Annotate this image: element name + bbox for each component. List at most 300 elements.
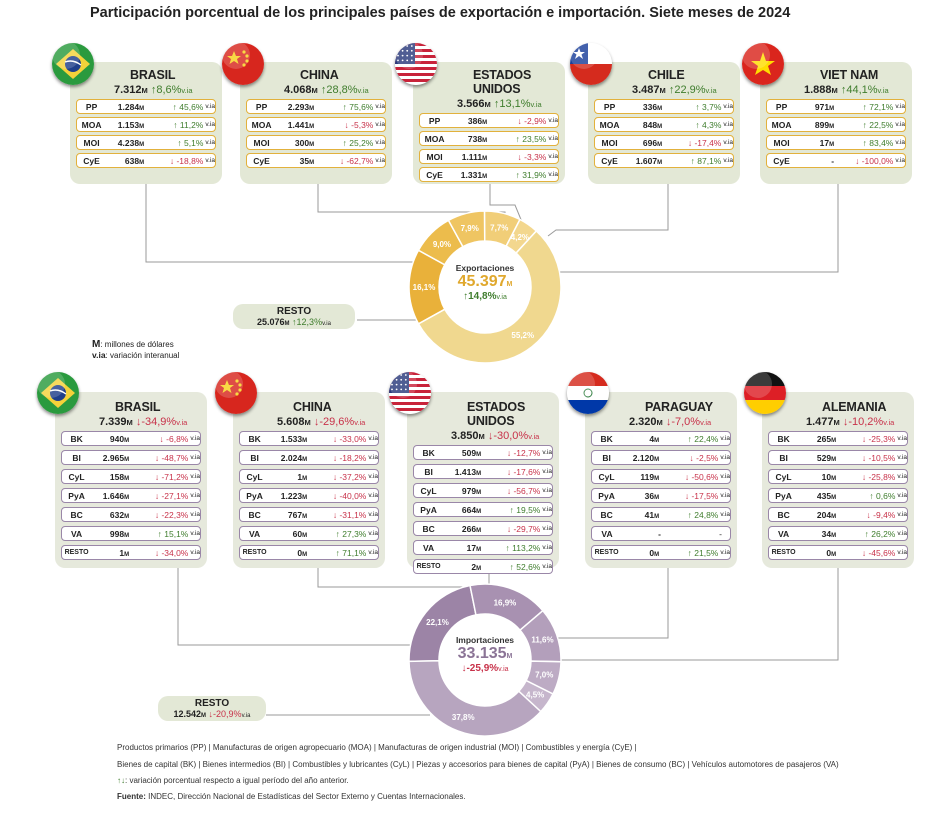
total-value: 7.312 — [114, 84, 142, 96]
row-label: CyE — [601, 155, 618, 166]
row-pct: -34,0% — [161, 547, 189, 558]
footer-line-1: Productos primarios (PP) | Manufacturas de origen agropecuario (MOA) | Manufacturas de origen industrial (MOI) | Combustibles y energía (CyE) | — [117, 743, 637, 752]
row-pct: -3,3% — [524, 151, 547, 162]
up-arrow-icon: ↑ — [862, 101, 870, 112]
down-arrow-icon: ↓ — [517, 151, 525, 162]
row-value: - — [658, 528, 661, 539]
total-pct: -34,9% — [141, 416, 177, 428]
table-row: BC 632M ↓ -22,3% v.ia — [61, 507, 201, 522]
down-arrow-icon: ↓ — [861, 452, 869, 463]
row-pct: 5,1% — [184, 137, 204, 148]
country-name: CHINA — [300, 68, 339, 82]
up-arrow-icon: ↑ — [840, 84, 847, 96]
table-row: CyE - ↓ -100,0% v.ia — [766, 153, 906, 168]
row-value: 2.120 — [632, 452, 655, 463]
row-label: BI — [250, 452, 259, 463]
row-value: 1.607 — [635, 155, 658, 166]
up-arrow-icon: ↑ — [335, 547, 343, 558]
row-value: 1.331 — [460, 169, 483, 180]
down-arrow-icon: ↓ — [332, 433, 340, 444]
up-arrow-icon: ↑ — [292, 317, 297, 327]
row-label: MOA — [424, 133, 445, 144]
up-arrow-icon: ↑ — [509, 504, 517, 515]
exports-center-pct: 14,8% — [468, 291, 497, 302]
table-row: MOA 848M ↑ 4,3% v.ia — [594, 117, 734, 132]
table-row: BI 2.965M ↓ -48,7% v.ia — [61, 450, 201, 465]
row-pct: -17,4% — [694, 137, 722, 148]
table-row: CyE 35M ↓ -62,7% v.ia — [246, 153, 386, 168]
table-row: CyL 119M ↓ -50,6% v.ia — [591, 469, 731, 484]
page-title: Participación porcentual de los principales países de exportación e importación. Siete meses de 2024 — [90, 5, 791, 21]
country-name: ESTADOS UNIDOS — [473, 68, 532, 96]
row-value: 664 — [461, 504, 477, 515]
row-label: CyL — [68, 471, 85, 482]
row-value: 529 — [816, 452, 832, 463]
total-pct: 22,9% — [674, 84, 706, 96]
table-row: MOA 738M ↑ 23,5% v.ia — [419, 131, 559, 146]
down-arrow-icon: ↓ — [332, 509, 340, 520]
export-resto-pct: 12,3% — [296, 317, 323, 327]
row-label: BC — [422, 523, 435, 534]
units-legend: M: millones de dólares v.ia: variación interanual — [92, 339, 180, 360]
table-row: CyL 158M ↓ -71,2% v.ia — [61, 469, 201, 484]
china-flag-icon — [222, 43, 264, 85]
table-row: CyL 10M ↓ -25,8% v.ia — [768, 469, 908, 484]
row-pct: -27,1% — [161, 490, 189, 501]
table-row: PP 971M ↑ 72,1% v.ia — [766, 99, 906, 114]
brazil-flag-icon — [37, 372, 79, 414]
table-row: BK 265M ↓ -25,3% v.ia — [768, 431, 908, 446]
up-arrow-icon: ↑ — [335, 528, 343, 539]
export-resto-value: 25.076 — [257, 317, 285, 327]
row-label: PyA — [68, 490, 85, 501]
row-label: BC — [248, 509, 261, 520]
import-card-estados-unidos — [407, 392, 559, 572]
row-pct: 22,4% — [694, 433, 719, 444]
row-value: 158 — [109, 471, 125, 482]
row-pct: 52,6% — [516, 561, 541, 572]
row-label: PP — [603, 101, 616, 112]
export-resto-box: RESTO 25.076M ↑12,3%v.ia — [233, 304, 355, 329]
row-value: 1 — [297, 471, 303, 482]
row-pct: -22,3% — [161, 509, 189, 520]
slice-label-china: 9,0% — [432, 239, 452, 249]
imports-donut-center: Importaciones 33.135M ↓-25,9%v.ia — [445, 635, 525, 674]
row-label: RESTO — [594, 549, 619, 556]
row-pct: -100,0% — [861, 155, 894, 166]
down-arrow-icon: ↓ — [332, 490, 340, 501]
country-name: BRASIL — [115, 400, 161, 414]
down-arrow-icon: ↓ — [487, 430, 494, 442]
country-name: ESTADOS UNIDOS — [467, 400, 526, 428]
table-row: BC 204M ↓ -9,4% v.ia — [768, 507, 908, 522]
table-row: PP 2.293M ↑ 75,6% v.ia — [246, 99, 386, 114]
table-row: PyA 664M ↑ 19,5% v.ia — [413, 502, 553, 517]
row-pct: -71,2% — [161, 471, 189, 482]
row-pct: 75,6% — [349, 101, 374, 112]
up-arrow-icon: ↑ — [150, 84, 157, 96]
row-pct: 19,5% — [516, 504, 541, 515]
up-arrow-icon: ↑ — [515, 133, 523, 144]
table-row: PP 336M ↑ 3,7% v.ia — [594, 99, 734, 114]
slice-label-resto: 37,8% — [451, 712, 475, 722]
total-pct: -30,0% — [493, 430, 529, 442]
down-arrow-icon: ↓ — [861, 433, 869, 444]
slice-label-estados-unidos: 11,6% — [531, 635, 554, 645]
row-pct: -62,7% — [346, 155, 374, 166]
row-pct: 4,3% — [702, 119, 722, 130]
row-pct: -31,1% — [339, 509, 367, 520]
table-row: MOI 1.111M ↓ -3,3% v.ia — [419, 149, 559, 164]
up-arrow-icon: ↑ — [493, 98, 500, 110]
down-arrow-icon: ↓ — [313, 416, 320, 428]
row-label: VA — [601, 528, 613, 539]
row-pct: 83,4% — [869, 137, 894, 148]
import-card-paraguay — [585, 392, 737, 568]
exports-center-label: Exportaciones — [455, 263, 515, 273]
down-arrow-icon: ↓ — [154, 547, 162, 558]
row-pct: -25,8% — [868, 471, 896, 482]
table-row: VA 17M ↑ 113,2% v.ia — [413, 540, 553, 555]
up-arrow-icon: ↑ — [515, 169, 523, 180]
row-pct: -29,7% — [513, 523, 541, 534]
down-arrow-icon: ↓ — [332, 471, 340, 482]
down-arrow-icon: ↓ — [687, 137, 695, 148]
country-name: PARAGUAY — [645, 400, 713, 414]
total-value: 3.566 — [457, 98, 485, 110]
table-row: RESTO 0M ↑ 71,1% v.ia — [239, 545, 379, 560]
table-row: RESTO 1M ↓ -34,0% v.ia — [61, 545, 201, 560]
row-pct: -12,7% — [513, 447, 541, 458]
row-label: BI — [602, 452, 611, 463]
slice-label-chile: 7,7% — [490, 223, 509, 233]
slice-label-resto: 55,2% — [511, 330, 535, 340]
up-arrow-icon: ↑ — [862, 119, 870, 130]
row-value: 386 — [467, 115, 483, 126]
row-value: 0 — [826, 547, 832, 558]
table-row: RESTO 0M ↓ -45,6% v.ia — [768, 545, 908, 560]
row-value: 738 — [467, 133, 483, 144]
row-value: 266 — [461, 523, 477, 534]
table-row: VA 60M ↑ 27,3% v.ia — [239, 526, 379, 541]
import-resto-value: 12.542 — [173, 709, 202, 719]
row-pct: 23,5% — [522, 133, 547, 144]
total-value: 2.320 — [629, 416, 657, 428]
down-arrow-icon: ↓ — [461, 663, 467, 674]
row-label: MOA — [81, 119, 102, 130]
row-label: PP — [85, 101, 98, 112]
row-value: 4 — [649, 433, 655, 444]
country-total: 2.320M ↓-7,0%v.ia — [629, 416, 712, 428]
vietnam-flag-icon — [742, 43, 784, 85]
row-label: MOI — [253, 137, 270, 148]
slice-label-paraguay: 7,0% — [535, 670, 554, 680]
row-value: 204 — [816, 509, 832, 520]
export-card-brasil — [70, 62, 222, 184]
total-pct: -29,6% — [319, 416, 355, 428]
table-row: MOA 1.441M ↓ -5,3% v.ia — [246, 117, 386, 132]
row-label: BI — [72, 452, 81, 463]
imports-center-label: Importaciones — [455, 635, 515, 645]
down-arrow-icon: ↓ — [506, 523, 514, 534]
country-total: 7.339M ↓-34,9%v.ia — [99, 416, 188, 428]
up-arrow-icon: ↑ — [864, 528, 872, 539]
row-pct: 31,9% — [522, 169, 547, 180]
table-row: VA 998M ↑ 15,1% v.ia — [61, 526, 201, 541]
row-label: MOA — [251, 119, 272, 130]
row-label: MOA — [771, 119, 792, 130]
row-value: 638 — [124, 155, 140, 166]
table-row: MOI 17M ↑ 83,4% v.ia — [766, 135, 906, 150]
down-arrow-icon: ↓ — [154, 490, 162, 501]
row-pct: -17,6% — [513, 466, 541, 477]
row-pct: -40,0% — [339, 490, 367, 501]
up-arrow-icon: ↑ — [177, 137, 184, 148]
up-arrow-icon: ↑ — [869, 490, 876, 501]
row-label: BI — [779, 452, 788, 463]
down-arrow-icon: ↓ — [154, 471, 162, 482]
country-name: ALEMANIA — [822, 400, 887, 414]
up-arrow-icon: ↑ — [320, 84, 327, 96]
table-row: BC 266M ↓ -29,7% v.ia — [413, 521, 553, 536]
row-value: 2.024 — [280, 452, 303, 463]
row-pct: 3,7% — [702, 101, 722, 112]
down-arrow-icon: ↓ — [861, 547, 869, 558]
row-value: 1.223 — [280, 490, 303, 501]
down-arrow-icon: ↓ — [689, 452, 697, 463]
row-label: CyL — [420, 485, 437, 496]
down-arrow-icon: ↓ — [506, 466, 514, 477]
row-value: 35 — [299, 155, 310, 166]
country-name: VIET NAM — [820, 68, 879, 82]
up-arrow-icon: ↑ — [342, 101, 350, 112]
imports-center-pct: -25,9% — [466, 663, 499, 674]
row-value: 1 — [119, 547, 125, 558]
table-row: BI 2.024M ↓ -18,2% v.ia — [239, 450, 379, 465]
row-pct: -56,7% — [513, 485, 541, 496]
row-value: 1.111 — [461, 151, 483, 162]
up-arrow-icon: ↑ — [695, 101, 702, 112]
table-row: VA 34M ↑ 26,2% v.ia — [768, 526, 908, 541]
slice-label-china: 16,9% — [493, 598, 517, 608]
row-pct: 71,1% — [342, 547, 367, 558]
row-pct: -45,6% — [868, 547, 896, 558]
usa-flag-icon — [389, 372, 431, 414]
row-value: 1.153 — [117, 119, 140, 130]
row-label: BC — [70, 509, 83, 520]
row-label: CyE — [426, 169, 443, 180]
row-value: 1.441 — [287, 119, 310, 130]
exports-donut-center: Exportaciones 45.397M ↑14,8%v.ia — [445, 263, 525, 302]
country-name: CHILE — [648, 68, 685, 82]
chile-flag-icon — [570, 43, 612, 85]
export-card-china — [240, 62, 392, 184]
total-value: 1.477 — [806, 416, 834, 428]
row-pct: -2,9% — [524, 115, 547, 126]
down-arrow-icon: ↓ — [861, 471, 869, 482]
row-pct: -6,8% — [166, 433, 189, 444]
row-pct: 24,8% — [694, 509, 719, 520]
row-value: 265 — [816, 433, 832, 444]
row-value: 940 — [109, 433, 125, 444]
row-pct: 25,2% — [349, 137, 374, 148]
row-value: 34 — [821, 528, 832, 539]
row-value: 998 — [109, 528, 125, 539]
export-resto-label: RESTO — [276, 306, 312, 317]
total-pct: 28,8% — [326, 84, 358, 96]
row-value: 2 — [471, 561, 477, 572]
row-label: CyL — [775, 471, 792, 482]
footer-line-2: Bienes de capital (BK) | Bienes intermedios (BI) | Combustibles y lubricantes (CyL) | Piezas y accesorios para bienes de capital (PyA) | Bienes de consumo (BC) | Vehículos automotores de pasajeros (VA) — [117, 760, 839, 769]
down-arrow-icon: ↓ — [159, 433, 167, 444]
row-pct: 22,5% — [869, 119, 894, 130]
table-row: BI 2.120M ↓ -2,5% v.ia — [591, 450, 731, 465]
table-row: CyL 979M ↓ -56,7% v.ia — [413, 483, 553, 498]
total-value: 1.888 — [804, 84, 832, 96]
up-arrow-icon: ↑ — [687, 509, 695, 520]
country-total: 3.566M ↑13,1%v.ia — [457, 98, 542, 110]
row-pct: 11,2% — [179, 119, 204, 130]
country-total: 1.888M ↑44,1%v.ia — [804, 84, 889, 96]
row-label: BK — [422, 447, 435, 458]
row-label: PyA — [246, 490, 263, 501]
row-label: MOI — [773, 137, 790, 148]
table-row: PyA 1.646M ↓ -27,1% v.ia — [61, 488, 201, 503]
table-row: CyE 1.331M ↑ 31,9% v.ia — [419, 167, 559, 182]
row-pct: -33,0% — [339, 433, 367, 444]
row-pct: - — [719, 528, 722, 539]
row-pct: 72,1% — [869, 101, 894, 112]
row-pct: -18,2% — [339, 452, 367, 463]
row-pct: -10,5% — [868, 452, 896, 463]
paraguay-flag-icon — [567, 372, 609, 414]
row-value: 1.646 — [102, 490, 125, 501]
row-label: MOI — [83, 137, 100, 148]
down-arrow-icon: ↓ — [332, 452, 340, 463]
up-arrow-icon: ↑ — [862, 137, 870, 148]
row-label: VA — [422, 542, 435, 553]
row-value: 509 — [461, 447, 477, 458]
germany-flag-icon — [744, 372, 786, 414]
total-pct: -7,0% — [671, 416, 701, 428]
down-arrow-icon: ↓ — [665, 416, 672, 428]
up-arrow-icon: ↑ — [172, 101, 180, 112]
row-pct: -5,3% — [351, 119, 374, 130]
footer-line-3: ↑↓: variación porcentual respecto a igual período del año anterior. — [117, 776, 349, 785]
row-value: 632 — [109, 509, 125, 520]
row-value: 60 — [292, 528, 303, 539]
row-pct: 26,2% — [871, 528, 896, 539]
up-arrow-icon: ↑ — [695, 119, 702, 130]
down-arrow-icon: ↓ — [506, 485, 514, 496]
row-value: 10 — [821, 471, 832, 482]
total-value: 5.608 — [277, 416, 305, 428]
row-label: RESTO — [416, 563, 441, 570]
row-label: CyE — [253, 155, 270, 166]
row-label: MOI — [426, 151, 443, 162]
imports-center-value: 33.135 — [457, 645, 507, 662]
row-pct: 0,6% — [876, 490, 896, 501]
usa-flag-icon — [395, 43, 437, 85]
table-row: RESTO 2M ↑ 52,6% v.ia — [413, 559, 553, 574]
slice-label-brasil: 22,1% — [426, 617, 449, 627]
total-value: 3.850 — [451, 430, 479, 442]
row-value: 36 — [644, 490, 655, 501]
down-arrow-icon: ↓ — [208, 709, 214, 719]
import-card-china — [233, 392, 385, 568]
row-pct: 45,6% — [179, 101, 204, 112]
row-value: 971 — [814, 101, 830, 112]
export-card-estados-unidos — [413, 62, 565, 184]
row-value: 17 — [819, 137, 830, 148]
table-row: BC 41M ↑ 24,8% v.ia — [591, 507, 731, 522]
import-resto-label: RESTO — [194, 698, 230, 709]
table-row: BK 4M ↑ 22,4% v.ia — [591, 431, 731, 446]
row-label: CyL — [246, 471, 263, 482]
row-pct: -48,7% — [161, 452, 189, 463]
up-arrow-icon: ↑ — [173, 119, 180, 130]
china-flag-icon — [215, 372, 257, 414]
total-pct: 13,1% — [499, 98, 531, 110]
row-value: 2.293 — [287, 101, 310, 112]
country-total: 3.487M ↑22,9%v.ia — [632, 84, 717, 96]
slice-label-alemania: 4,5% — [526, 690, 545, 700]
table-row: CyE 638M ↓ -18,8% v.ia — [76, 153, 216, 168]
row-label: VA — [777, 528, 790, 539]
table-row: PP 386M ↓ -2,9% v.ia — [419, 113, 559, 128]
import-card-alemania — [762, 392, 914, 568]
row-label: BK — [248, 433, 261, 444]
export-card-chile — [588, 62, 740, 184]
slice-label-brasil: 16,1% — [412, 283, 436, 293]
table-row: MOI 4.238M ↑ 5,1% v.ia — [76, 135, 216, 150]
total-pct: 8,6% — [156, 84, 182, 96]
row-value: 336 — [642, 101, 658, 112]
row-value: 1.284 — [117, 101, 140, 112]
table-row: BI 529M ↓ -10,5% v.ia — [768, 450, 908, 465]
down-arrow-icon: ↓ — [154, 509, 162, 520]
country-total: 7.312M ↑8,6%v.ia — [114, 84, 193, 96]
up-arrow-icon: ↑ — [687, 433, 695, 444]
row-label: MOA — [599, 119, 620, 130]
row-label: PP — [255, 101, 268, 112]
table-row: CyE 1.607M ↑ 87,1% v.ia — [594, 153, 734, 168]
row-pct: -37,2% — [339, 471, 367, 482]
table-row: BK 1.533M ↓ -33,0% v.ia — [239, 431, 379, 446]
down-arrow-icon: ↓ — [339, 155, 347, 166]
row-label: CyL — [598, 471, 615, 482]
row-label: RESTO — [242, 549, 267, 556]
table-row: MOA 1.153M ↑ 11,2% v.ia — [76, 117, 216, 132]
row-value: - — [831, 155, 835, 166]
down-arrow-icon: ↓ — [684, 471, 692, 482]
row-label: CyE — [773, 155, 790, 166]
down-arrow-icon: ↓ — [506, 447, 514, 458]
country-name: CHINA — [293, 400, 332, 414]
down-arrow-icon: ↓ — [866, 509, 874, 520]
row-value: 0 — [297, 547, 303, 558]
row-pct: 87,1% — [697, 155, 722, 166]
row-pct: 15,1% — [164, 528, 189, 539]
down-arrow-icon: ↓ — [517, 115, 525, 126]
up-arrow-icon: ↑ — [342, 137, 350, 148]
export-card-viet-nam — [760, 62, 912, 184]
down-arrow-icon: ↓ — [842, 416, 849, 428]
up-arrow-icon: ↑ — [668, 84, 675, 96]
country-total: 3.850M ↓-30,0%v.ia — [451, 430, 540, 442]
total-pct: 44,1% — [846, 84, 878, 96]
row-pct: -50,6% — [691, 471, 719, 482]
